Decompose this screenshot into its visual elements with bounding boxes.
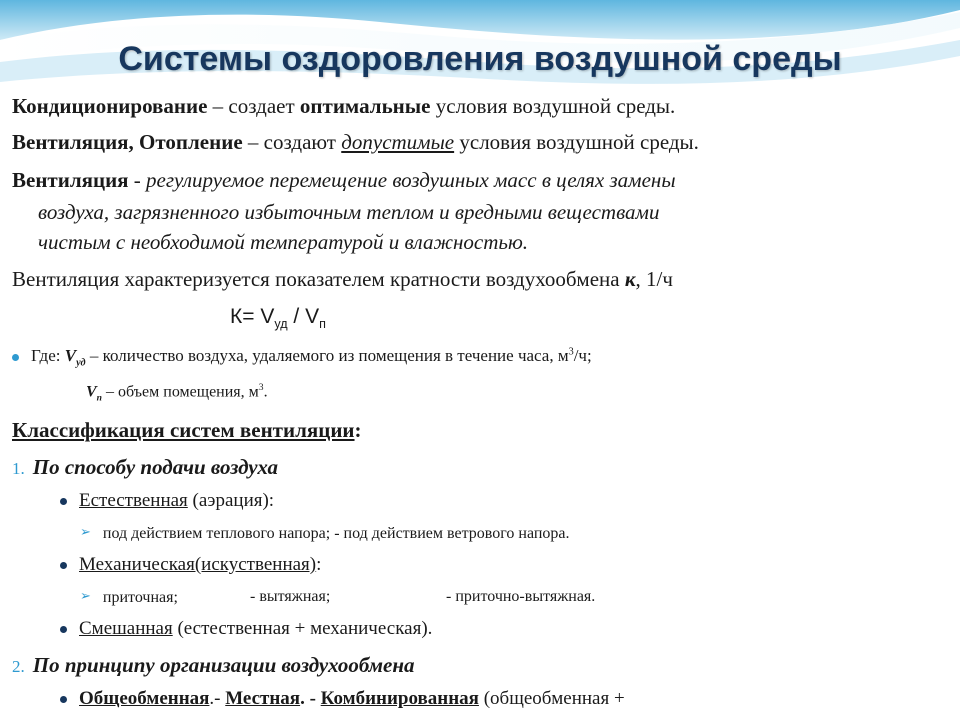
bullet-icon — [60, 498, 67, 505]
natural-ventilation-subitem: ➢ под действием теплового напора; - под действием ветрового напора. — [80, 524, 570, 542]
bullet-icon — [60, 626, 67, 633]
term-ventilation: Вентиляция — [12, 168, 129, 192]
natural-ventilation-item: Естественная (аэрация): — [60, 490, 274, 512]
where-vp-line: $V_п$ – объем помещения, $м^3$. — [86, 382, 268, 404]
mechanical-ventilation-subitem-3: - приточно-вытяжная. — [446, 588, 596, 605]
section-2-heading: 2. По принципу организации воздухообмена — [12, 653, 415, 677]
bullet-icon — [12, 354, 19, 361]
ventilation-definition-line-2: воздуха, загрязненного избыточным теплом и вредными веществами — [38, 200, 660, 224]
ventilation-definition-line-1: Вентиляция - регулируемое перемещение воздушных масс в целях замены — [12, 168, 676, 192]
term-ventilation-heating: Вентиляция, Отопление — [12, 130, 243, 154]
section-1-heading: 1. По способу подачи воздуха — [12, 455, 279, 479]
bullet-icon — [60, 562, 67, 569]
mechanical-ventilation-subitem: ➢ приточная; — [80, 588, 178, 606]
chevron-right-icon: ➢ — [80, 524, 91, 539]
mechanical-ventilation-subitem-2: - вытяжная; — [250, 588, 331, 605]
slide-title: Системы оздоровления воздушной среды — [118, 40, 842, 78]
classification-heading: Классификация систем вентиляции: — [12, 418, 362, 442]
mechanical-ventilation-item: Механическая(искуственная): — [60, 554, 321, 576]
formula: $К= V_{уд} / V_п$ — [230, 305, 326, 332]
air-exchange-rate-line: Вентиляция характеризуется показателем кратности воздухообмена к, 1/ч — [12, 267, 673, 291]
ventilation-definition-line-3: чистым с необходимой температурой и влажностью. — [38, 230, 529, 254]
mixed-ventilation-item: Смешанная (естественная + механическая). — [60, 618, 432, 640]
bullet-icon — [60, 696, 67, 703]
chevron-right-icon: ➢ — [80, 588, 91, 603]
ventilation-heating-line: Вентиляция, Отопление – создают допустимые условия воздушной среды. — [12, 130, 699, 154]
air-conditioning-line: Кондиционирование – создает оптимальные условия воздушной среды. — [12, 94, 676, 118]
term-air-conditioning: Кондиционирование — [12, 94, 208, 118]
where-vud-line: Где: $V_{уд}$ – количество воздуха, удаляемого из помещения в течение часа, $м^3/ч$; — [12, 346, 592, 368]
air-exchange-types-item: Общеобменная.- Местная. - Комбинированная (общеобменная + — [60, 688, 625, 710]
